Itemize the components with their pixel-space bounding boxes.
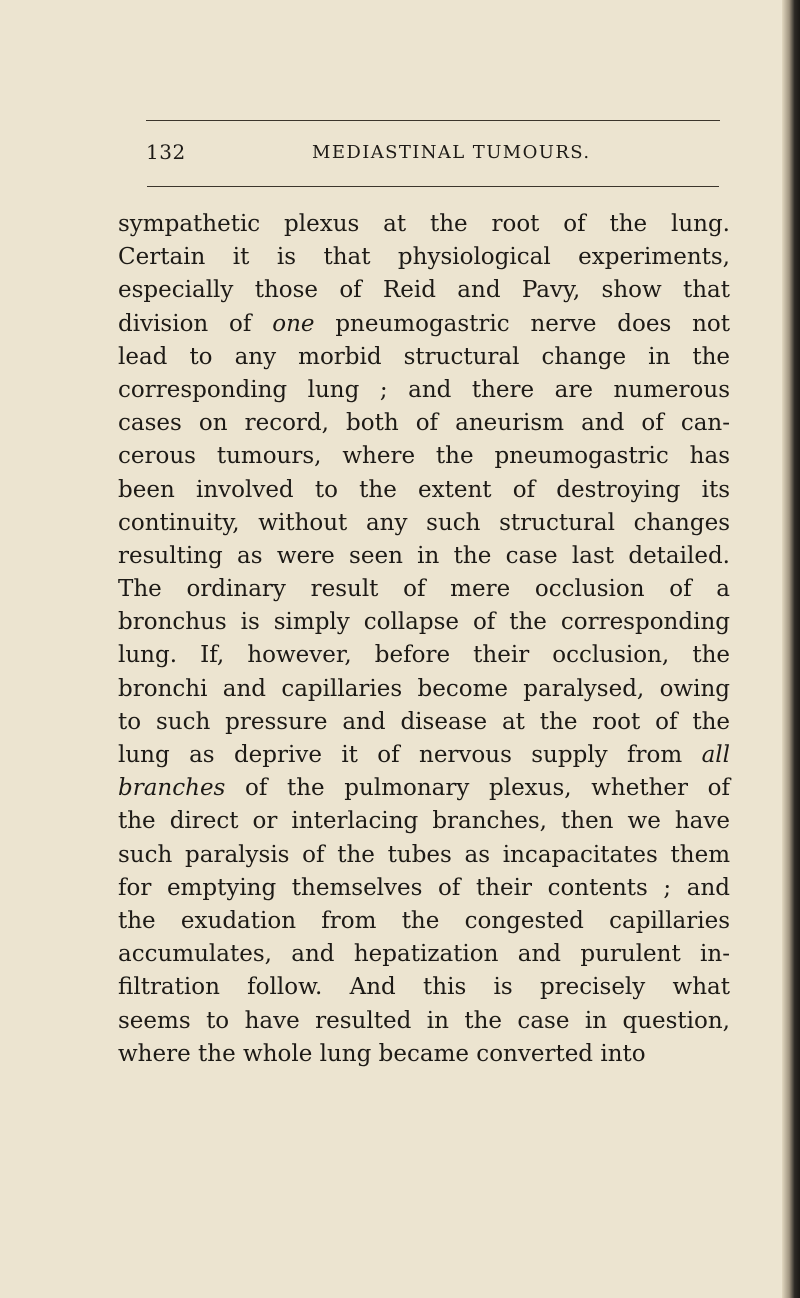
text-line: cases on record, both of aneurism and of can- <box>118 410 730 437</box>
running-head: MEDIASTINAL TUMOURS. <box>312 142 591 163</box>
text-run: of the pulmonary plexus, whether of <box>225 775 730 802</box>
italic-run: branches <box>118 775 226 802</box>
text-line: filtration follow. And this is precisely what <box>118 974 730 1001</box>
text-line: such paralysis of the tubes as incapacitates them <box>118 841 730 868</box>
header-rule-bottom <box>147 186 719 187</box>
text-line: especially those of Reid and Pavy, show that <box>118 277 730 304</box>
text-line: cerous tumours, where the pneumogastric has <box>118 443 730 470</box>
italic-run: all <box>701 742 730 768</box>
text-line: corresponding lung ; and there are numerous <box>118 376 730 403</box>
text-line: accumulates, and hepatization and purulent in- <box>118 941 730 968</box>
text-line: resulting as were seen in the case last detailed. <box>118 542 730 569</box>
text-run: pneumogastric nerve does not <box>314 310 730 337</box>
text-line: to such pressure and disease at the root of the <box>118 708 730 735</box>
text-line: seems to have resulted in the case in question, <box>118 1007 730 1034</box>
text-line: been involved to the extent of destroying its <box>118 476 730 503</box>
page-edge-shadow <box>782 0 800 1298</box>
text-line <box>118 308 730 341</box>
italic-run: one <box>272 310 315 337</box>
text-line: sympathetic plexus at the root of the lung. <box>118 211 730 237</box>
body-text <box>118 208 730 1071</box>
text-line <box>118 772 730 805</box>
text-line: the exudation from the congested capillaries <box>118 907 730 934</box>
text-run: division of <box>118 310 273 337</box>
text-run: lung as deprive it of nervous supply from <box>118 742 702 768</box>
text-line <box>118 739 730 772</box>
text-line: lead to any morbid structural change in the <box>118 343 730 370</box>
text-line: the direct or interlacing branches, then we have <box>118 808 730 835</box>
text-line: where the whole lung became converted into <box>118 1040 646 1067</box>
text-line: Certain it is that physiological experiments, <box>118 244 730 271</box>
text-line: The ordinary result of mere occlusion of a <box>118 576 730 603</box>
header-rule-top <box>146 120 720 121</box>
text-line: bronchi and capillaries become paralysed, owing <box>118 675 730 702</box>
text-line: lung. If, however, before their occlusion, the <box>118 642 730 669</box>
text-line: for emptying themselves of their contents ; and <box>118 874 730 901</box>
text-line: bronchus is simply collapse of the corresponding <box>118 609 730 636</box>
text-line: continuity, without any such structural changes <box>118 509 730 536</box>
page-number: 132 <box>146 140 186 164</box>
